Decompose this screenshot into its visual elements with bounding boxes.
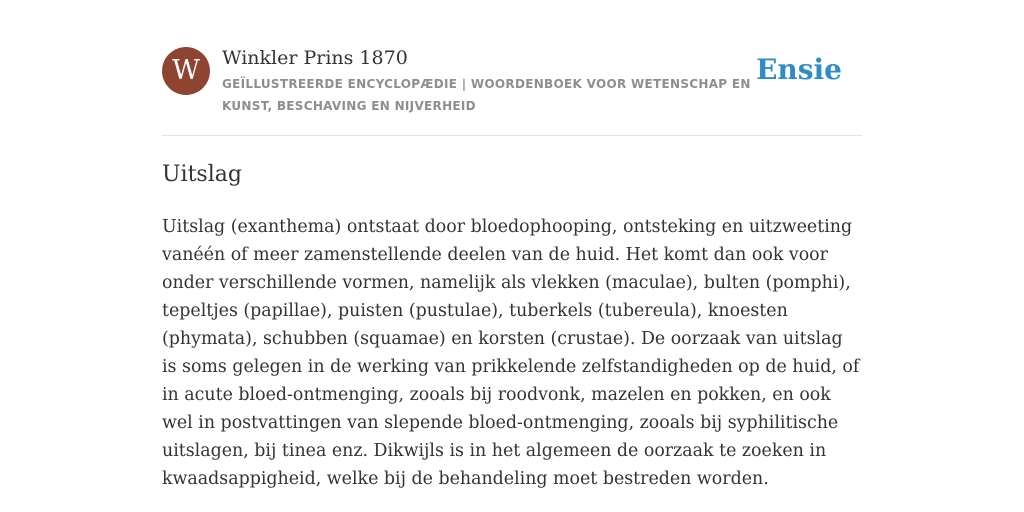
source-title-link[interactable]: Winkler Prins 1870 <box>222 47 408 69</box>
header-divider <box>162 135 862 136</box>
entry-title: Uitslag <box>162 162 242 187</box>
ensie-logo[interactable]: Ensie <box>756 53 842 86</box>
source-subtitle: GEÏLLUSTREERDE ENCYCLOPÆDIE | WOORDENBOEK VOOR WETENSCHAP EN KUNST, BESCHAVING EN NIJVERHEID <box>222 77 751 113</box>
source-avatar[interactable]: W <box>162 47 210 95</box>
source-header <box>162 46 862 116</box>
entry-body: Uitslag (exanthema) ontstaat door bloedophooping, ontsteking en uitzweeting vanéén of meer zamenstellende deelen van de huid. Het komt dan ook voor onder verschillende vormen, namelijk als vlekken (maculae), bulten (pomphi), tepeltjes (papillae), puisten (pustulae), tuberkels (tubereula), knoesten (phymata), schubben (squamae) en korsten (crustae). De oorzaak van uitslag is soms gelegen in de werking van prikkelende zelfstandigheden op de huid, of in acute bloed-ontmenging, zooals bij roodvonk, mazelen en pokken, en ook wel in postvattingen van slepende bloed-ontmenging, zooals bij syphilitische uitslagen, bij tinea enz. Dikwijls is in het algemeen de oorzaak te zoeken in kwaadsappigheid, welke bij de behandeling moet bestreden worden. <box>162 217 860 489</box>
